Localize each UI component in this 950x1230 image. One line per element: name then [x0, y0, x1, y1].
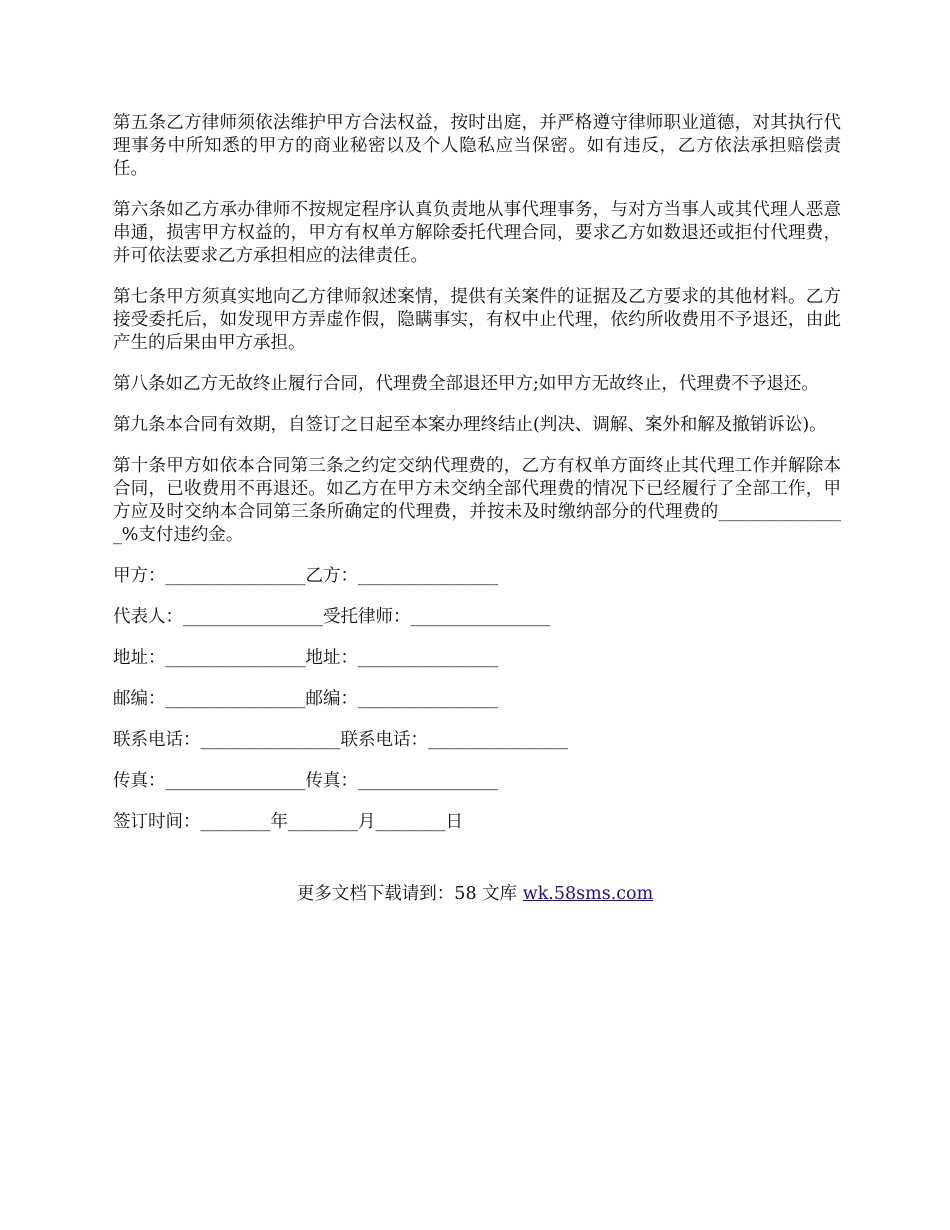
download-footer — [0, 883, 950, 906]
article-8: 第八条如乙方无故终止履行合同，代理费全部退还甲方;如甲方无故终止，代理费不予退还。 — [113, 374, 819, 394]
signature-postcode: 邮编：________________邮编：________________ — [113, 689, 498, 709]
signature-date: 签订时间：________年________月________日 — [113, 812, 463, 832]
contract-body — [113, 112, 841, 852]
signature-address: 地址：________________地址：________________ — [113, 648, 498, 668]
signature-block — [113, 565, 841, 834]
article-9: 第九条本合同有效期，自签订之日起至本案办理终结止(判决、调解、案外和解及撤销诉讼)。 — [113, 415, 827, 435]
article-10: 第十条甲方如依本合同第三条之约定交纳代理费的，乙方有权单方面终止其代理工作并解除本合同，已收费用不再退还。如乙方在甲方未交纳全部代理费的情况下已经履行了全部工作，甲方应及时交纳本合同第三条所确定的代理费，并按未及时缴纳部分的代理费的_______________%支付违约金。 — [113, 456, 841, 545]
signature-representative: 代表人：________________受托律师：________________ — [113, 607, 551, 627]
article-7: 第七条甲方须真实地向乙方律师叙述案情，提供有关案件的证据及乙方要求的其他材料。乙方接受委托后，如发现甲方弄虚作假，隐瞒事实，有权中止代理，依约所收费用不予退还，由此产生的后果由甲方承担。 — [113, 287, 841, 353]
article-6: 第六条如乙方承办律师不按规定程序认真负责地从事代理事务，与对方当事人或其代理人恶意串通，损害甲方权益的，甲方有权单方解除委托代理合同，要求乙方如数退还或拒付代理费，并可依法要求乙方承担相应的法律责任。 — [113, 200, 841, 266]
signature-phone: 联系电话：________________联系电话：________________ — [113, 730, 568, 750]
signature-fax: 传真：________________传真：________________ — [113, 771, 498, 791]
signature-parties: 甲方：________________乙方：________________ — [113, 566, 498, 586]
footer-text: 更多文档下载请到：58 文库 — [296, 884, 523, 904]
article-5: 第五条乙方律师须依法维护甲方合法权益，按时出庭，并严格遵守律师职业道德，对其执行代理事务中所知悉的甲方的商业秘密以及个人隐私应当保密。如有违反，乙方依法承担赔偿责任。 — [113, 113, 841, 179]
footer-link[interactable]: wk.58sms.com — [522, 884, 654, 904]
